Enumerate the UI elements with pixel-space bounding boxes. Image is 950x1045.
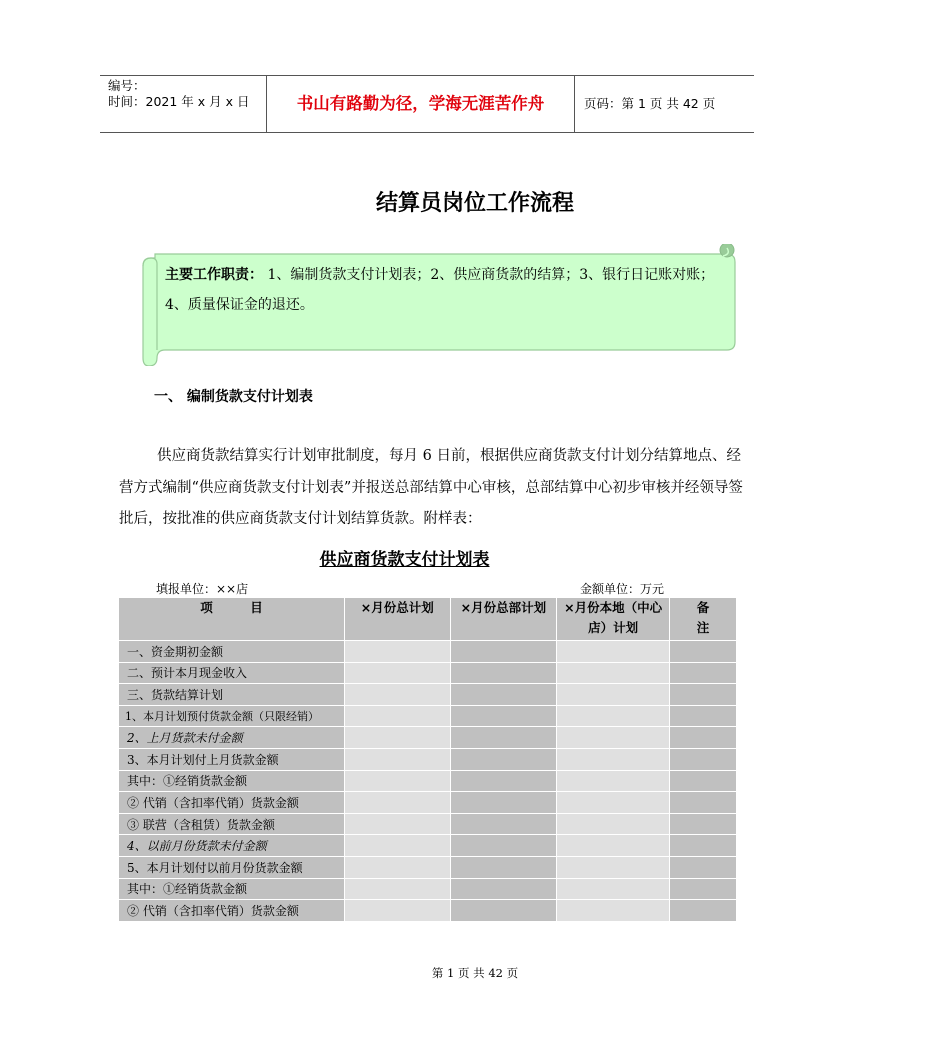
- table-cell: [557, 662, 670, 684]
- duties-text: [165, 260, 725, 320]
- table-row: [119, 856, 737, 878]
- document-header: [100, 75, 754, 133]
- table-cell: [450, 684, 557, 706]
- row-label: 其中：①经销货款金额: [119, 770, 345, 792]
- table-header-row: [119, 598, 737, 641]
- table-row: [119, 878, 737, 900]
- table-row: [119, 770, 737, 792]
- row-label: 其中：①经销货款金额: [119, 878, 345, 900]
- table-cell: [669, 748, 736, 770]
- table-row: [119, 813, 737, 835]
- row-label: 4、以前月份货款未付金额: [119, 835, 345, 857]
- table-cell: [669, 856, 736, 878]
- column-header-remarks: 备注: [669, 598, 736, 641]
- header-motto: 书山有路勤为径，学海无涯苦作舟: [296, 94, 545, 113]
- table-cell: [450, 748, 557, 770]
- row-label: 一、资金期初金额: [119, 641, 345, 663]
- table-cell: [557, 727, 670, 749]
- table-cell: [450, 900, 557, 922]
- page-footer: 第 1 页 共 42 页: [431, 966, 519, 980]
- row-label: 二、预计本月现金收入: [119, 662, 345, 684]
- plan-table: [118, 597, 737, 922]
- table-cell: [450, 878, 557, 900]
- table-cell: [669, 813, 736, 835]
- table-row: [119, 684, 737, 706]
- plan-table-title: 供应商货款支付计划表: [319, 550, 490, 570]
- column-header-total: ×月份总计划: [344, 598, 450, 641]
- table-cell: [557, 878, 670, 900]
- table-cell: [557, 705, 670, 727]
- table-cell: [557, 835, 670, 857]
- table-cell: [669, 727, 736, 749]
- header-page-number: 页码：第 1 页 共 42 页: [584, 96, 716, 111]
- table-cell: [344, 684, 450, 706]
- table-cell: [669, 662, 736, 684]
- row-label: 5、本月计划付以前月份货款金额: [119, 856, 345, 878]
- table-cell: [450, 813, 557, 835]
- table-cell: [344, 835, 450, 857]
- table-cell: [669, 835, 736, 857]
- plan-table-currency-unit: 金额单位：万元: [580, 582, 665, 596]
- duties-scroll-box: [141, 244, 737, 366]
- duties-label: 主要工作职责：: [165, 267, 263, 283]
- section-paragraph: 供应商货款结算实行计划审批制度，每月 6 日前，根据供应商货款支付计划分结算地点、经营方式编制“供应商货款支付计划表”并报送总部结算中心审核，总部结算中心初步审核并经领导签批后，按批准的供应商货款支付计划结算货款。附样表：: [119, 448, 743, 527]
- row-label: 3、本月计划付上月货款金额: [119, 748, 345, 770]
- table-cell: [557, 856, 670, 878]
- table-cell: [669, 641, 736, 663]
- header-divider: [574, 76, 575, 132]
- table-cell: [450, 856, 557, 878]
- table-cell: [669, 792, 736, 814]
- table-cell: [344, 662, 450, 684]
- row-label: 1、本月计划预付货款金额（只限经销）: [119, 705, 345, 727]
- plan-table-unit: 填报单位：××店: [156, 582, 249, 596]
- section-heading: 一、 编制货款支付计划表: [154, 389, 313, 405]
- table-row: [119, 900, 737, 922]
- table-cell: [344, 705, 450, 727]
- table-row: [119, 748, 737, 770]
- table-cell: [344, 748, 450, 770]
- row-label: ② 代销（含扣率代销）货款金额: [119, 792, 345, 814]
- page-title: 结算员岗位工作流程: [375, 191, 574, 216]
- table-cell: [450, 770, 557, 792]
- table-row: [119, 662, 737, 684]
- column-header-local: ×月份本地（中心店）计划: [557, 598, 670, 641]
- table-cell: [450, 641, 557, 663]
- row-label: ③ 联营（含租赁）货款金额: [119, 813, 345, 835]
- table-cell: [557, 641, 670, 663]
- table-cell: [344, 770, 450, 792]
- table-cell: [557, 748, 670, 770]
- row-label: ② 代销（含扣率代销）货款金额: [119, 900, 345, 922]
- table-cell: [450, 792, 557, 814]
- table-cell: [344, 878, 450, 900]
- table-cell: [557, 900, 670, 922]
- table-cell: [344, 900, 450, 922]
- table-cell: [669, 684, 736, 706]
- document-number-label: 编号：: [108, 78, 146, 93]
- row-label: 2、上月货款未付金额: [119, 727, 345, 749]
- table-cell: [557, 813, 670, 835]
- document-time-label: 时间：2021 年 x 月 x 日: [108, 94, 250, 109]
- table-cell: [557, 792, 670, 814]
- table-row: [119, 705, 737, 727]
- column-header-item: 项 目: [119, 598, 345, 641]
- table-cell: [669, 705, 736, 727]
- table-cell: [344, 792, 450, 814]
- table-cell: [450, 727, 557, 749]
- table-cell: [344, 727, 450, 749]
- table-cell: [344, 813, 450, 835]
- table-cell: [669, 770, 736, 792]
- table-row: [119, 641, 737, 663]
- table-cell: [450, 705, 557, 727]
- table-cell: [450, 835, 557, 857]
- table-cell: [557, 684, 670, 706]
- table-cell: [669, 900, 736, 922]
- row-label: 三、货款结算计划: [119, 684, 345, 706]
- table-row: [119, 727, 737, 749]
- table-cell: [344, 641, 450, 663]
- duties-content: 1、编制货款支付计划表；2、供应商货款的结算；3、银行日记账对账；4、质量保证金的退还。: [165, 267, 715, 313]
- table-row: [119, 835, 737, 857]
- table-row: [119, 792, 737, 814]
- table-cell: [344, 856, 450, 878]
- table-cell: [450, 662, 557, 684]
- table-cell: [557, 770, 670, 792]
- column-header-hq: ×月份总部计划: [450, 598, 557, 641]
- header-meta: [108, 78, 249, 110]
- table-cell: [669, 878, 736, 900]
